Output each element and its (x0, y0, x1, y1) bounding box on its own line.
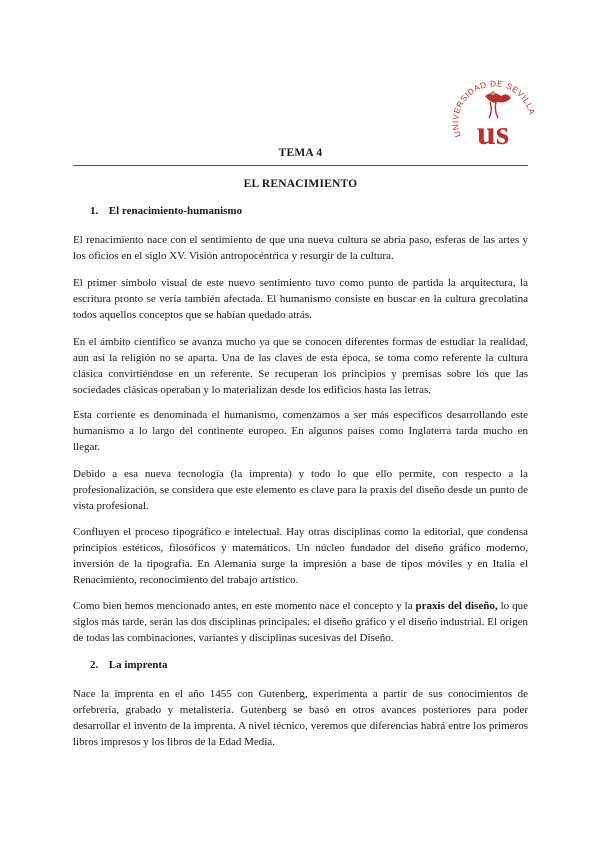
section-heading-2 (90, 659, 168, 671)
paragraph: Debido a esa nueva tecnología (la imprenta) y todo lo que ello permite, con respecto a la profesionalización, se considera que este elemento es clave para la praxis del diseño desde un punto de vista profesional. (73, 468, 528, 512)
paragraph: Nace la imprenta en el año 1455 con Gutenberg, experimenta a partir de sus conocimientos de orfebrería, grabado y metalistería. Gutenberg se basó en otros avances posteriores para poder desarrollar el invento de la imprenta. A nivel técnico, veremos que diferencias habrá entre los primeros libros impresos y los libros de la Edad Media. (73, 688, 528, 748)
document-title: TEMA 4 (278, 147, 323, 159)
section-heading-1 (90, 205, 242, 217)
paragraph (73, 598, 528, 646)
paragraph: El primer símbolo visual de este nuevo sentimiento tuvo como punto de partida la arquitectura, la escritura pronto se vería también afectada. El humanismo consiste en buscar en la cultura grecolatina todos aquellos conceptos que se habían quedado atrás. (73, 277, 528, 321)
logo-text: UNIVERSIDAD DE SEVILLA (450, 78, 538, 139)
document-subtitle: EL RENACIMIENTO (243, 178, 358, 190)
paragraph: El renacimiento nace con el sentimiento de que una nueva cultura se abría paso, esferas de las artes y los oficios en el siglo XV. Visión antropocéntrica y resurgir de la cultura. (73, 234, 528, 262)
paragraph-text: Como bien hemos mencionado antes, en este momento nace el concepto y la (73, 600, 416, 612)
title-rule (73, 165, 528, 166)
crest-icon (485, 91, 511, 118)
paragraph: Esta corriente es denominada el humanismo, comenzamos a ser más específicos desarrollando este humanismo a lo largo del continente europeo. En algunos países como Inglaterra tarda mucho en llegar. (73, 409, 528, 453)
university-logo (443, 66, 543, 150)
section-number: 2. (90, 659, 99, 671)
paragraph-text: lo que siglos más tarde, serán las dos disciplinas principales: el diseño gráfico y el diseño industrial. El origen de todas las combinaciones, variantes y disciplinas sucesivas del Diseño. (73, 600, 528, 644)
paragraph: En el ámbito científico se avanza mucho ya que se conocen diferentes formas de estudiar la realidad, aun así la religión no se aparta. Una de las claves de esta época, se toma como referente la cultura clásica convirtiéndose en un referente. Se recuperan los principios y premisas sobre los que las sociedades clásicas operaban y lo materializan desde los edificios hasta las letras. (73, 336, 528, 396)
paragraph: Confluyen el proceso tipográfico e intelectual. Hay otras disciplinas como la editorial, que condensa principios estéticos, filosóficos y matemáticos. Un núcleo fundador del diseño gráfico moderno, inversión de la tipografía. En Alemania surge la impresión a base de tipos móviles y en Italia el Renacimiento, reconocimiento del trabajo artístico. (73, 526, 528, 586)
section-title: La imprenta (108, 659, 168, 671)
section-title: El renacimiento-humanismo (108, 205, 243, 217)
emphasis-text: praxis del diseño, (415, 600, 498, 612)
section-number: 1. (90, 205, 99, 217)
logo-monogram: us (476, 115, 510, 150)
